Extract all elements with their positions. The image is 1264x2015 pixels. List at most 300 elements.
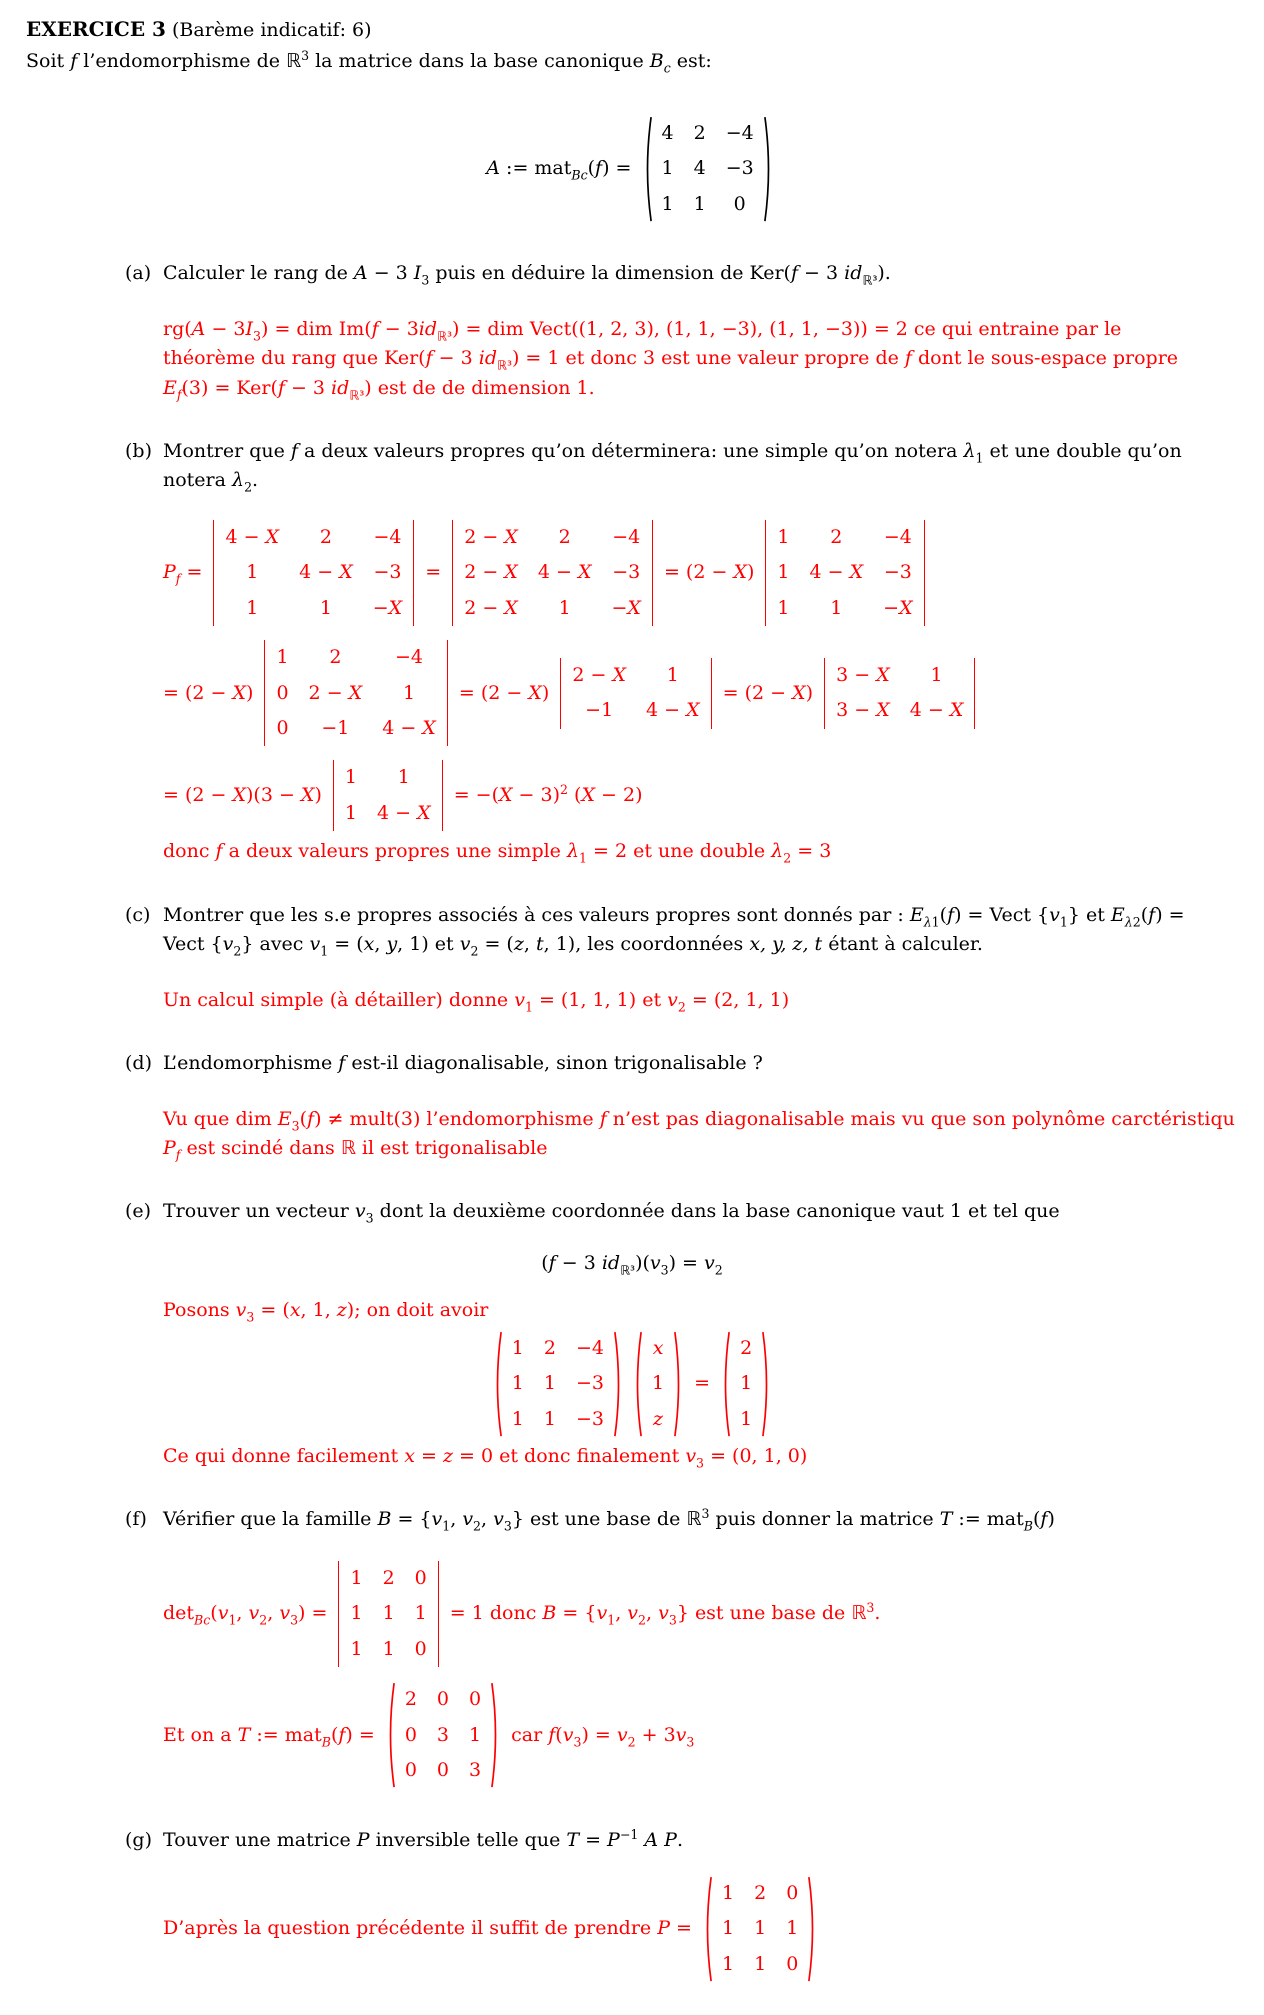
- matrix-cell: −4: [373, 525, 402, 548]
- text-segment: dont le sous-espace propre: [911, 347, 1179, 370]
- math-text: [448, 781, 643, 810]
- text-segment: f: [175, 1147, 181, 1163]
- text-segment: λ: [566, 840, 580, 863]
- char-poly-line-2: [163, 638, 1238, 748]
- question-c-text: [163, 901, 1238, 960]
- question-g: [125, 1826, 1238, 1855]
- text-segment: ℝ: [340, 1136, 356, 1159]
- matrix-block: [386, 1681, 500, 1789]
- matrix-cell: 0: [436, 1759, 450, 1782]
- matrix-cell: 2: [319, 525, 332, 548]
- text-segment: est scindé dans: [180, 1136, 341, 1159]
- text-segment: 1: [320, 943, 329, 959]
- matrix-cell: −4: [725, 121, 754, 144]
- text-segment: } est une base de: [676, 1602, 852, 1625]
- text-segment: f: [277, 376, 285, 399]
- text-segment: + 3: [635, 1723, 676, 1746]
- matrix-grid: [652, 115, 764, 223]
- text-segment: Vérifier que la famille: [163, 1508, 378, 1531]
- matrix-cell: 1: [511, 1407, 524, 1430]
- matrix-grid: [765, 520, 924, 626]
- text-segment: ): [746, 561, 761, 584]
- equation-e-text: [541, 1249, 723, 1278]
- matrix-cell: −3: [575, 1407, 604, 1430]
- text-segment: } est une base de: [511, 1508, 687, 1531]
- text-segment: B: [542, 1602, 557, 1625]
- text-segment: rg(: [163, 317, 192, 340]
- matrix-grid: [338, 1561, 438, 1667]
- matrix-cell: 2: [329, 646, 342, 669]
- text-segment: il est trigonalisable: [355, 1136, 548, 1159]
- matrix-cell: 2: [754, 1881, 767, 1904]
- matrix-cell: 1: [652, 1372, 665, 1395]
- math-text: [444, 1599, 881, 1628]
- text-segment: =: [579, 1828, 608, 1851]
- text-segment: (: [555, 1723, 563, 1746]
- text-segment: ℝ³: [349, 387, 365, 403]
- matrix-cell: 1: [511, 1336, 524, 1359]
- matrix-cell: 1: [693, 192, 706, 215]
- text-segment: 2: [783, 850, 792, 866]
- text-segment: v: [248, 1602, 260, 1625]
- text-segment: T: [237, 1723, 251, 1746]
- matrix-cell: 1: [661, 192, 674, 215]
- matrix-cell: 1: [344, 766, 357, 789]
- matrix-cell: 3: [436, 1723, 450, 1746]
- matrix-grid: [824, 658, 975, 729]
- matrix-cell: 2 − X: [464, 561, 518, 584]
- text-segment: ) =: [602, 157, 638, 180]
- matrix-cell: −4: [612, 525, 641, 548]
- text-segment: ): [314, 784, 328, 807]
- text-segment: =: [688, 1372, 717, 1395]
- text-segment: −1: [619, 1826, 639, 1842]
- text-segment: ,: [374, 933, 387, 956]
- text-segment: f: [599, 1107, 607, 1130]
- text-segment: ): [805, 681, 820, 704]
- text-segment: f: [338, 1723, 346, 1746]
- matrix-cell: −4: [883, 525, 912, 548]
- matrix-cell: 2: [404, 1688, 417, 1711]
- text-segment: E: [163, 376, 177, 399]
- text-segment: ) = 1 et donc 3 est une valeur propre de: [511, 347, 905, 370]
- math-text: [163, 1914, 698, 1943]
- determinant-block: [824, 658, 975, 729]
- text-segment: = (1, 1, 1) et: [532, 988, 668, 1011]
- matrix-cell: 0: [276, 681, 289, 704]
- text-segment: f: [175, 571, 181, 587]
- text-segment: .: [874, 1602, 881, 1625]
- text-segment: = (0, 1, 0): [704, 1445, 808, 1467]
- left-paren-icon: [633, 1330, 642, 1438]
- text-segment: puis donner la matrice: [709, 1508, 940, 1531]
- matrix-cell: 2: [830, 525, 843, 548]
- matrix-cell: 0: [414, 1566, 427, 1589]
- matrix-cell: −3: [373, 561, 402, 584]
- char-poly-line-1: [163, 518, 1238, 628]
- text-segment: 2: [677, 999, 686, 1015]
- matrix-cell: 1: [397, 766, 410, 789]
- determinant-block: [333, 760, 443, 831]
- question-a: [125, 259, 1238, 288]
- text-segment: ); on doit avoir: [346, 1299, 489, 1322]
- question-e: [125, 1197, 1238, 1226]
- text-segment: n’est pas diagonalisable mais vu que son polynôme carctéristiqu: [606, 1107, 1235, 1130]
- matrix-cell: 1: [276, 646, 289, 669]
- text-segment: 3: [660, 1262, 669, 1278]
- text-segment: = (2 −: [452, 681, 529, 704]
- intro-text: [26, 47, 1238, 76]
- text-segment: l’endomorphisme de: [77, 50, 287, 73]
- question-b: [125, 437, 1238, 496]
- text-segment: id: [478, 347, 498, 370]
- matrix-cell: 2 − X: [464, 525, 518, 548]
- text-segment: ) = dim Im(: [261, 317, 372, 340]
- text-segment: x, y, z, t: [749, 933, 823, 956]
- text-segment: f: [215, 840, 223, 863]
- matrix-cell: 1: [350, 1637, 363, 1660]
- text-segment: P: [664, 1828, 677, 1851]
- text-segment: − 3): [512, 784, 561, 807]
- matrix-a-equation: [486, 113, 777, 225]
- text-segment: z: [336, 1299, 347, 1322]
- text-segment: (: [330, 1723, 339, 1746]
- text-segment: (: [568, 784, 582, 807]
- text-segment: Un calcul simple (à détailler) donne: [163, 988, 515, 1011]
- question-f-label: (f): [125, 1508, 147, 1531]
- text-segment: f: [1040, 1508, 1048, 1531]
- text-segment: (: [541, 1251, 549, 1274]
- matrix-grid: [264, 640, 447, 746]
- text-segment: v: [354, 1200, 366, 1223]
- text-segment: A: [353, 262, 368, 285]
- text-segment: 3: [246, 1309, 255, 1325]
- right-paren-icon: [674, 1330, 683, 1438]
- text-segment: .: [252, 469, 259, 492]
- answer-f-t-line: [163, 1679, 1238, 1791]
- text-segment: 2: [244, 480, 253, 496]
- matrix-cell: 1: [740, 1407, 753, 1430]
- text-segment: ): [1047, 1508, 1055, 1531]
- text-segment: z: [513, 933, 524, 956]
- text-segment: X: [498, 784, 513, 807]
- text-segment: a deux valeurs propres qu’on déterminera: une simple qu’on notera: [297, 439, 964, 462]
- text-segment: λ: [1124, 914, 1133, 930]
- text-segment: T: [566, 1828, 580, 1851]
- exercise-title-rest: (Barème indicatif: 6): [165, 19, 372, 41]
- text-segment: 1: [1059, 914, 1068, 930]
- text-segment: 3: [573, 1734, 582, 1750]
- text-segment: = (2 −: [163, 681, 233, 704]
- text-segment: f: [548, 1251, 556, 1274]
- text-segment: f: [338, 1052, 346, 1075]
- answer-b-conclusion: [163, 837, 1208, 866]
- text-segment: (: [299, 1107, 308, 1130]
- matrix-cell: −1: [585, 699, 614, 722]
- text-segment: 2: [714, 1262, 723, 1278]
- text-segment: ℝ³: [437, 328, 452, 344]
- text-segment: f: [290, 439, 298, 462]
- matrix-cell: 1: [830, 596, 843, 619]
- text-segment: est:: [670, 50, 712, 73]
- text-segment: v: [704, 1251, 715, 1274]
- text-segment: B: [1023, 1519, 1033, 1535]
- matrix-cell: 1: [722, 1917, 735, 1940]
- matrix-block: [643, 115, 773, 223]
- text-segment: f: [595, 157, 603, 180]
- right-paren-icon: [614, 1330, 623, 1438]
- matrix-cell: 1: [382, 1602, 395, 1625]
- text-segment: X: [528, 681, 542, 704]
- text-segment: v: [616, 1723, 628, 1746]
- text-segment: 1: [607, 1612, 616, 1628]
- text-segment: ,: [646, 1602, 659, 1625]
- matrix-cell: 0: [414, 1637, 427, 1660]
- text-segment: = (: [254, 1299, 290, 1322]
- text-segment: A: [486, 157, 500, 180]
- question-d: [125, 1049, 1238, 1078]
- matrix-cell: 1: [350, 1602, 363, 1625]
- text-segment: = 1 donc: [443, 1602, 543, 1625]
- matrix-cell: 1: [777, 525, 790, 548]
- math-text: [505, 1721, 694, 1750]
- char-poly-line-3: [163, 758, 1238, 833]
- text-segment: ) = Vect {: [163, 903, 1185, 956]
- left-paren-icon: [643, 115, 652, 223]
- math-text: [163, 1721, 381, 1750]
- determinant-block: [452, 520, 653, 626]
- text-segment: Touver une matrice: [163, 1828, 357, 1851]
- matrix-grid: [395, 1681, 491, 1789]
- matrix-cell: 2 − X: [464, 596, 518, 619]
- matrix-cell: −4: [575, 1336, 604, 1359]
- text-segment: f: [904, 347, 912, 370]
- text-segment: , 1) et: [397, 933, 460, 956]
- text-segment: (: [587, 157, 596, 180]
- text-segment: =: [419, 561, 448, 584]
- text-segment: v: [667, 988, 678, 1011]
- text-segment: est-il diagonalisable, sinon trigonalisable ?: [345, 1052, 763, 1075]
- text-segment: Vu que dim: [163, 1107, 278, 1130]
- text-segment: = (2 −: [657, 561, 734, 584]
- answer-e-posons: [163, 1296, 1208, 1325]
- answer-e-conclusion: [163, 1442, 1208, 1471]
- text-segment: puis en déduire la dimension de Ker(: [429, 262, 791, 285]
- question-g-label: (g): [125, 1828, 152, 1851]
- text-segment: t: [535, 933, 544, 956]
- text-segment: étant à calculer.: [822, 933, 983, 956]
- matrix-grid: [712, 1875, 808, 1983]
- text-segment: ): [246, 681, 260, 704]
- matrix-cell: 1: [246, 561, 259, 584]
- text-segment: 3: [696, 1455, 705, 1471]
- matrix-cell: 4 − X: [809, 561, 864, 584]
- text-segment: λ: [232, 469, 245, 492]
- text-segment: − 3: [798, 262, 845, 285]
- text-segment: Trouver un vecteur: [163, 1200, 355, 1223]
- matrix-cell: 4 − X: [909, 699, 964, 722]
- text-segment: ,: [523, 933, 536, 956]
- text-segment: v: [222, 933, 234, 956]
- text-segment: f: [548, 1723, 556, 1746]
- text-segment: v: [1049, 903, 1060, 926]
- text-segment: v: [235, 1299, 247, 1322]
- answer-c: [163, 986, 1208, 1015]
- text-segment: λ: [923, 914, 932, 930]
- matrix-cell: z: [653, 1407, 664, 1430]
- text-segment: 3: [301, 48, 310, 64]
- text-segment: x: [404, 1445, 415, 1467]
- text-segment: = −(: [447, 784, 499, 807]
- text-segment: E: [909, 903, 924, 926]
- matrix-cell: 3 − X: [836, 699, 890, 722]
- text-segment: ) =: [345, 1723, 381, 1746]
- text-segment: − 2): [594, 784, 643, 807]
- matrix-cell: 1: [543, 1372, 556, 1395]
- matrix-cell: −X: [372, 596, 403, 619]
- text-segment: ): [541, 681, 556, 704]
- text-segment: λ: [771, 840, 784, 863]
- matrix-cell: 1: [246, 596, 259, 619]
- text-segment: ) = dim Vect((1, 2, 3), (1, 1, −3), (1, 1, −3)) = 2 ce qui entraine par le théorème du rang que Ker(: [163, 317, 1122, 370]
- text-segment: } avec: [241, 933, 310, 956]
- matrix-cell: 1: [382, 1637, 395, 1660]
- text-segment: X: [733, 561, 747, 584]
- math-text: [658, 558, 761, 587]
- matrix-cell: 4 − X: [382, 717, 436, 739]
- text-segment: 3: [701, 1506, 710, 1522]
- left-paren-icon: [703, 1875, 712, 1983]
- right-paren-icon: [808, 1875, 817, 1983]
- left-paren-icon: [386, 1681, 395, 1789]
- matrix-cell: −3: [575, 1372, 604, 1395]
- answer-g-line: [163, 1873, 1238, 1985]
- question-e-label: (e): [125, 1200, 152, 1223]
- matrix-cell: 2: [382, 1566, 395, 1589]
- matrix-cell: 4: [693, 157, 706, 180]
- text-segment: ℝ³: [497, 357, 512, 373]
- text-segment: P: [163, 561, 176, 584]
- text-segment: 2: [1132, 914, 1141, 930]
- text-segment: 1: [442, 1519, 451, 1535]
- matrix-cell: x: [652, 1336, 664, 1359]
- matrix-cell: 1: [754, 1952, 767, 1975]
- question-f-text: [163, 1505, 1238, 1534]
- text-segment: E: [277, 1107, 292, 1130]
- text-segment: inversible telle que: [369, 1828, 567, 1851]
- math-text: [717, 679, 820, 708]
- text-segment: dont la deuxième coordonnée dans la base canonique vaut 1 et tel que: [373, 1200, 1060, 1223]
- text-segment: ).: [877, 262, 891, 285]
- text-segment: E: [1110, 903, 1125, 926]
- matrix-cell: 2 − X: [572, 663, 626, 686]
- text-segment: = (: [328, 933, 364, 956]
- text-segment: ℝ: [686, 1508, 702, 1531]
- text-segment: Ce qui donne facilement: [163, 1445, 405, 1467]
- text-segment: Posons: [163, 1299, 236, 1322]
- text-segment: 1: [931, 914, 940, 930]
- matrix-cell: 1: [414, 1602, 427, 1625]
- math-text: [163, 781, 328, 810]
- matrix-block: [633, 1330, 683, 1438]
- answer-a: [163, 315, 1208, 403]
- text-segment: ℝ: [851, 1602, 867, 1625]
- text-segment: L’endomorphisme: [163, 1052, 339, 1075]
- matrix-cell: 1: [344, 801, 357, 824]
- question-b-text: [163, 437, 1238, 496]
- text-segment: det: [163, 1602, 195, 1625]
- determinant-block: [264, 640, 447, 746]
- text-segment: P: [356, 1828, 370, 1851]
- text-segment: x: [363, 933, 375, 956]
- text-segment: Et on a: [163, 1723, 238, 1746]
- matrix-grid: [560, 658, 711, 729]
- text-segment: − 3: [284, 376, 332, 399]
- matrix-cell: 0: [469, 1688, 482, 1711]
- text-segment: f: [176, 387, 182, 403]
- matrix-cell: 4 − X: [537, 561, 592, 584]
- math-text: [163, 558, 208, 587]
- determinant-block: [765, 520, 924, 626]
- determinant-block: [338, 1561, 438, 1667]
- math-text: [486, 154, 637, 183]
- matrix-cell: 0: [276, 717, 289, 739]
- text-segment: A: [191, 317, 206, 340]
- question-c: [125, 901, 1238, 960]
- matrix-a-display: [26, 103, 1238, 225]
- text-segment: 2: [638, 1612, 646, 1628]
- matrix-grid: [502, 1330, 614, 1438]
- text-segment: I: [245, 317, 254, 340]
- text-segment: =: [415, 1445, 443, 1467]
- matrix-cell: 1: [661, 157, 674, 180]
- text-segment: ) =: [581, 1723, 617, 1746]
- text-segment: Calculer le rang de: [163, 262, 354, 285]
- text-segment: v: [217, 1602, 229, 1625]
- matrix-cell: 0: [404, 1759, 417, 1782]
- math-text: [453, 679, 556, 708]
- text-segment: − 3: [432, 347, 479, 370]
- determinant-block: [213, 520, 414, 626]
- math-text: [419, 558, 447, 587]
- matrix-cell: −4: [395, 646, 424, 669]
- text-segment: Montrer que les s.e propres associés à ces valeurs propres sont donnés par :: [163, 903, 910, 926]
- text-segment: )(3 −: [246, 784, 301, 807]
- text-segment: id: [331, 376, 350, 399]
- matrix-cell: 1: [777, 561, 790, 584]
- matrix-cell: 1: [350, 1566, 363, 1589]
- matrix-cell: −1: [321, 717, 350, 739]
- text-segment: f: [70, 50, 78, 73]
- text-segment: (: [1140, 903, 1149, 926]
- text-segment: v: [514, 988, 525, 1011]
- text-segment: − 3: [378, 317, 419, 340]
- text-segment: ) =: [298, 1602, 334, 1625]
- text-segment: } et: [1067, 903, 1111, 926]
- math-text: [163, 679, 259, 708]
- text-segment: = (2, 1, 1): [685, 988, 790, 1011]
- matrix-cell: 1: [511, 1372, 524, 1395]
- matrix-cell: 1: [777, 596, 790, 619]
- text-segment: donc: [163, 840, 216, 863]
- text-segment: X: [232, 784, 246, 807]
- text-segment: = {: [556, 1602, 597, 1625]
- text-segment: Soit: [26, 50, 71, 73]
- question-g-text: [163, 1826, 1238, 1855]
- text-segment: = 3: [791, 840, 832, 863]
- text-segment: v: [649, 1251, 661, 1274]
- math-text: [163, 1599, 333, 1628]
